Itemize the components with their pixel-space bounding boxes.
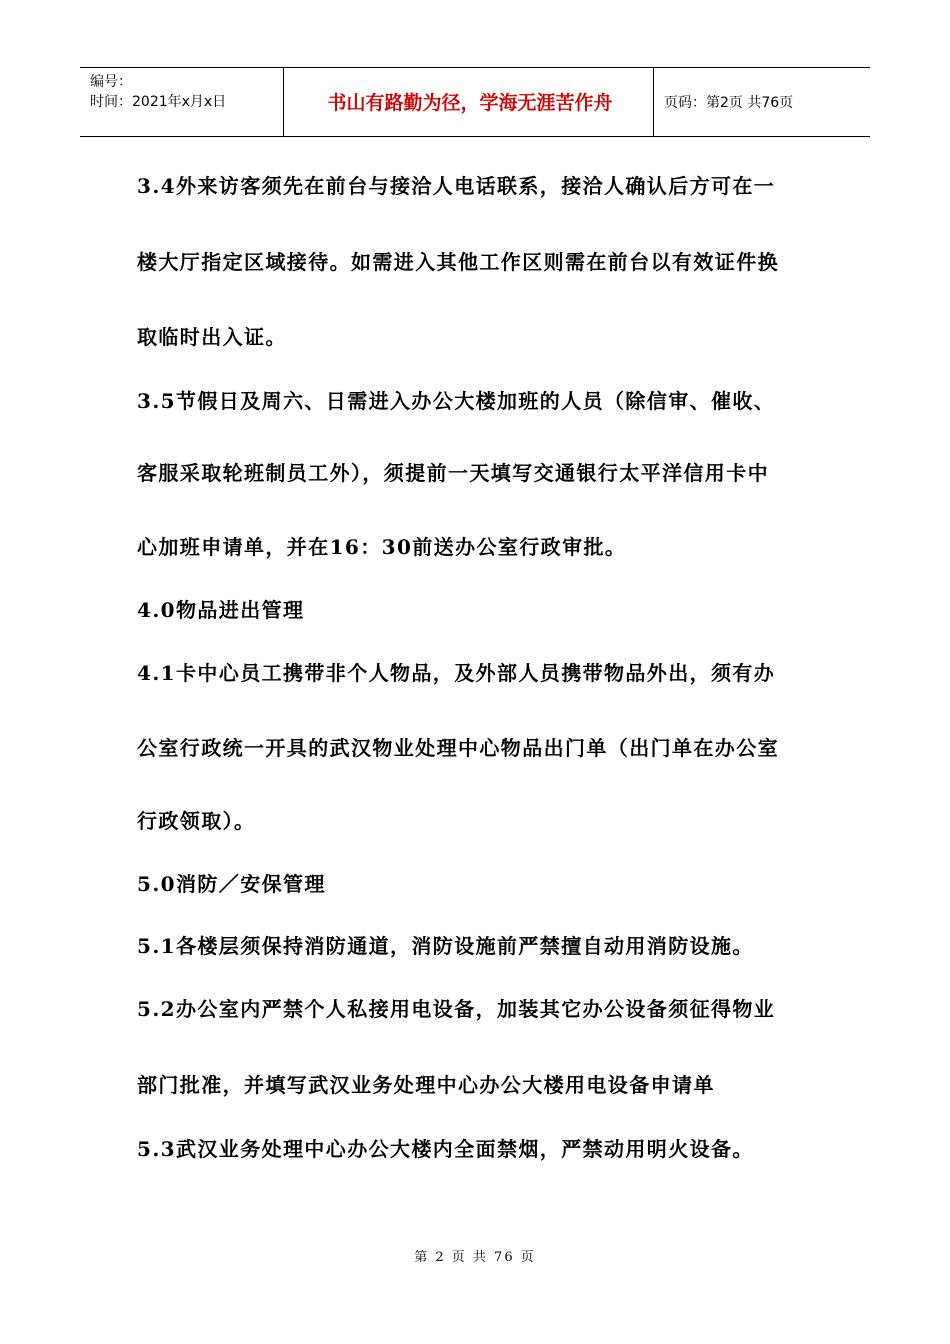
page-footer: 第 2 页 共 76 页 — [414, 1250, 536, 1265]
body-line: 心加班申请单，并在16：30前送办公室行政审批。 — [137, 535, 627, 559]
body-line: 公室行政统一开具的武汉物业处理中心物品出门单（出门单在办公室 — [137, 736, 779, 760]
body-line: 5.2办公室内严禁个人私接用电设备，加装其它办公设备须征得物业 — [137, 997, 776, 1021]
body-line: 3.5节假日及周六、日需进入办公大楼加班的人员（除信审、催收、 — [137, 389, 776, 413]
body-line: 楼大厅指定区域接待。如需进入其他工作区则需在前台以有效证件换 — [137, 250, 779, 274]
body-line: 部门批准，并填写武汉业务处理中心办公大楼用电设备申请单 — [137, 1073, 715, 1097]
header-meta — [90, 72, 226, 112]
body-line: 3.4外来访客须先在前台与接洽人电话联系，接洽人确认后方可在一 — [137, 174, 776, 198]
header-motto: 书山有路勤为径，学海无涯苦作舟 — [327, 92, 613, 114]
body-line: 5.1各楼层须保持消防通道，消防设施前严禁擅自动用消防设施。 — [137, 934, 754, 958]
body-line: 取临时出入证。 — [137, 325, 287, 349]
body-line: 5.3武汉业务处理中心办公大楼内全面禁烟，严禁动用明火设备。 — [137, 1137, 754, 1161]
document-number-label: 编号： — [90, 74, 132, 90]
header-divider-left — [283, 68, 284, 136]
body-line: 行政领取）。 — [137, 809, 256, 833]
section-heading: 5.0消防／安保管理 — [137, 872, 326, 896]
header-page-info: 页码：第2页 共76页 — [664, 95, 794, 111]
document-date: 时间：2021年x月x日 — [90, 94, 227, 110]
header-divider-right — [653, 68, 654, 136]
body-line: 4.1卡中心员工携带非个人物品，及外部人员携带物品外出，须有办 — [137, 661, 776, 685]
body-line: 客服采取轮班制员工外），须提前一天填写交通银行太平洋信用卡中 — [137, 461, 769, 485]
section-heading: 4.0物品进出管理 — [137, 598, 305, 622]
page-header — [80, 67, 870, 137]
